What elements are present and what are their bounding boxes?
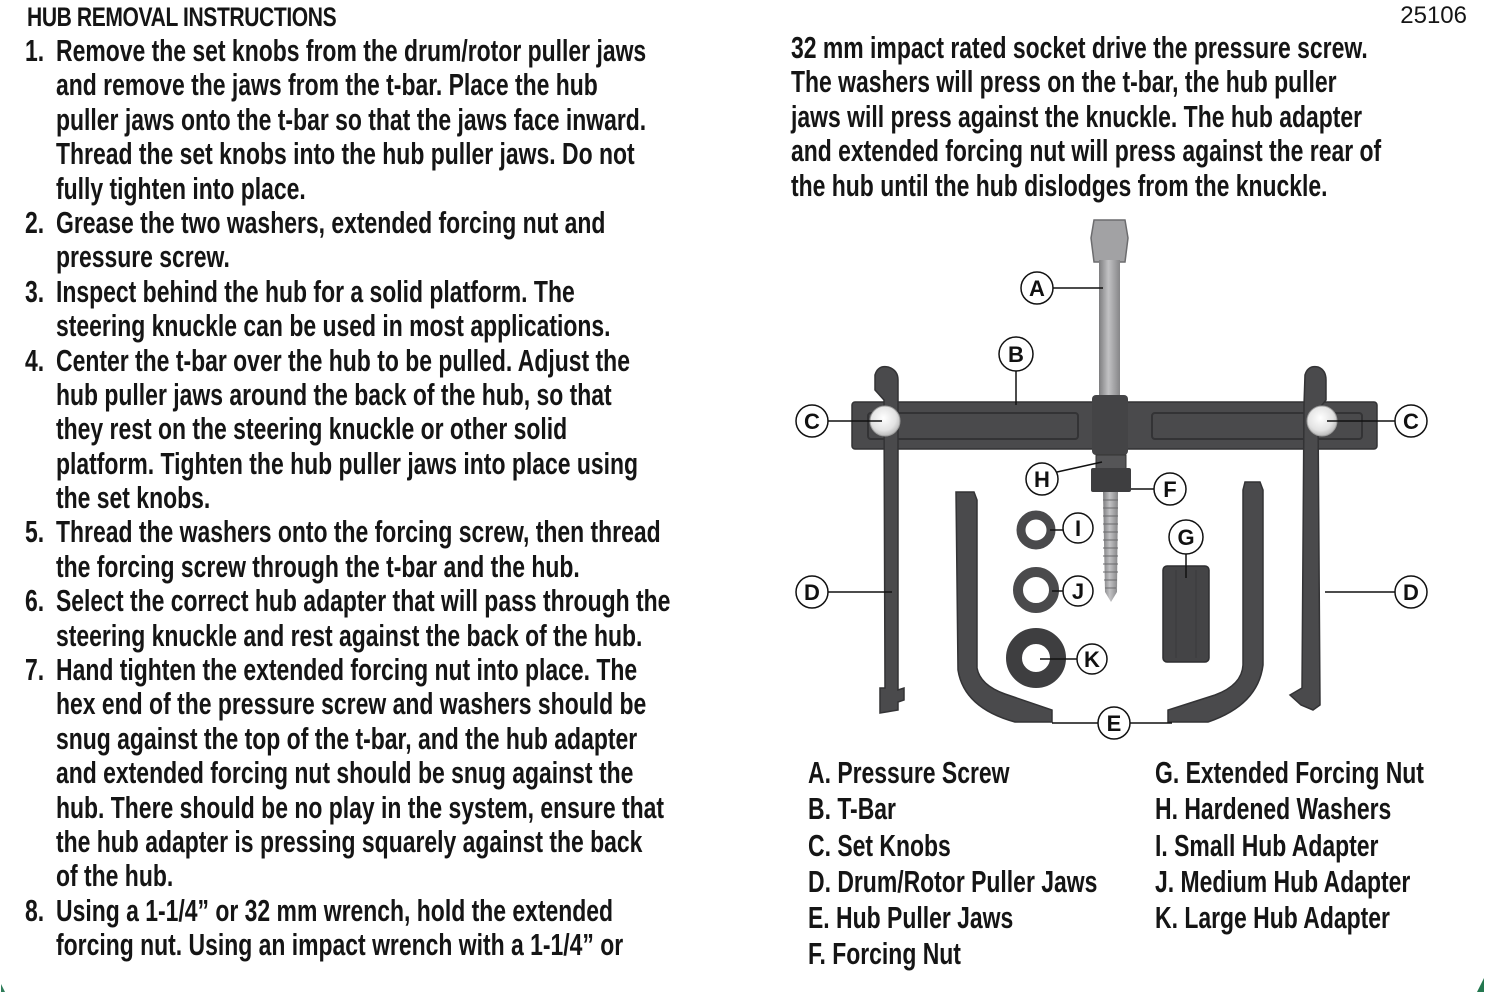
- step-text-line: Inspect behind the hub for a solid platform. The: [56, 273, 575, 309]
- step-text-line: and extended forcing nut should be snug against the: [56, 755, 634, 791]
- step-text-line: they rest on the steering knuckle or other solid: [56, 411, 568, 447]
- callout-h: [1026, 462, 1102, 495]
- callout-d-left: [796, 576, 892, 608]
- step-text-line: forcing nut. Using an impact wrench with a 1-1/4” or: [56, 927, 624, 963]
- step-text-line: Hand tighten the extended forcing nut into place. The: [56, 652, 638, 688]
- step-text-line: hex end of the pressure screw and washers should be: [56, 686, 647, 722]
- svg-text:J: J: [1071, 579, 1085, 604]
- legend-item: D. Drum/Rotor Puller Jaws: [808, 863, 1098, 899]
- svg-text:B: B: [1008, 342, 1024, 367]
- legend-item: E. Hub Puller Jaws: [808, 900, 1014, 936]
- step-6: [25, 584, 745, 653]
- step-1: [25, 34, 745, 206]
- step-text-line: steering knuckle can be used in most applications.: [56, 308, 611, 344]
- legend-item: A. Pressure Screw: [808, 755, 1010, 790]
- step-4: [25, 344, 745, 516]
- step-text-line: the hub until the hub dislodges from the knuckle.: [791, 167, 1328, 203]
- svg-text:C: C: [1403, 409, 1419, 434]
- step-7: [25, 653, 745, 894]
- step-text-line: Thread the washers onto the forcing screw, then thread: [56, 514, 661, 550]
- legend-item: J. Medium Hub Adapter: [1155, 863, 1411, 899]
- svg-text:G: G: [1177, 525, 1195, 550]
- step-number: 6.: [25, 583, 45, 619]
- step-number: 7.: [25, 652, 45, 688]
- callout-f: [1131, 473, 1186, 505]
- step-text-line: the hub adapter is pressing squarely against the back: [56, 823, 643, 859]
- legend-item: I. Small Hub Adapter: [1155, 827, 1379, 863]
- legend-item: H. Hardened Washers: [1155, 791, 1392, 827]
- svg-text:E: E: [1106, 711, 1122, 736]
- step-2: [25, 206, 745, 275]
- step-text-line: Using a 1-1/4” or 32 mm wrench, hold the extended: [56, 892, 614, 928]
- part-number: 25106: [1400, 2, 1467, 29]
- step-text-line: Grease the two washers, extended forcing nut and: [56, 204, 606, 240]
- svg-text:C: C: [804, 409, 820, 434]
- medium-hub-adapter: [1018, 572, 1054, 608]
- hub-puller-diagram: [780, 200, 1485, 750]
- pressure-screw-part: [1091, 220, 1128, 400]
- step-5: [25, 515, 745, 584]
- svg-text:K: K: [1084, 647, 1100, 672]
- legend-item: C. Set Knobs: [808, 827, 951, 863]
- step-text-line: snug against the top of the t-bar, and the hub adapter: [56, 720, 638, 756]
- small-hub-adapter: [1021, 515, 1051, 545]
- step-text-line: of the hub.: [56, 858, 174, 894]
- step-text-line: pressure screw.: [56, 239, 230, 275]
- parts-legend-left: [808, 755, 1199, 973]
- step-text-line: steering knuckle and rest against the back of the hub.: [56, 617, 643, 653]
- svg-text:F: F: [1163, 477, 1177, 502]
- step-8: [25, 894, 745, 963]
- step-text-line: The washers will press on the t-bar, the hub puller: [791, 64, 1337, 100]
- corner-mark-right: [1476, 978, 1485, 993]
- step-text-line: puller jaws onto the t-bar so that the jaws face inward.: [56, 101, 647, 137]
- svg-text:H: H: [1034, 467, 1050, 492]
- callout-a: [1021, 272, 1103, 304]
- callout-b: [999, 337, 1033, 405]
- step-text-line: and extended forcing nut will press against the rear of: [791, 133, 1382, 169]
- step-text-line: platform. Tighten the hub puller jaws into place using: [56, 445, 639, 481]
- step-text-line: 32 mm impact rated socket drive the pressure screw.: [791, 30, 1368, 65]
- step-text-line: hub. There should be no play in the system, ensure that: [56, 789, 665, 825]
- step-text-line: Remove the set knobs from the drum/rotor puller jaws: [56, 33, 647, 68]
- step-text-line: and remove the jaws from the t-bar. Place the hub: [56, 67, 598, 103]
- large-hub-adapter: [1014, 636, 1058, 680]
- step-text-line: hub puller jaws around the back of the hub, so that: [56, 376, 612, 412]
- corner-mark-left: [0, 983, 8, 993]
- callout-e: [1052, 707, 1172, 739]
- step-text-line: Thread the set knobs into the hub puller jaws. Do not: [56, 136, 635, 172]
- step-8-continued: [791, 31, 1471, 203]
- step-text-line: Center the t-bar over the hub to be pulled. Adjust the: [56, 342, 630, 378]
- callout-i: [1050, 513, 1093, 543]
- legend-item: K. Large Hub Adapter: [1155, 900, 1390, 936]
- legend-item: B. T-Bar: [808, 791, 896, 827]
- callout-j: [1052, 576, 1093, 606]
- legend-item: G. Extended Forcing Nut: [1155, 755, 1424, 790]
- forcing-nut-assembly: [1091, 455, 1131, 602]
- step-number: 8.: [25, 892, 45, 928]
- svg-text:D: D: [1403, 580, 1419, 605]
- document-title: HUB REMOVAL INSTRUCTIONS: [27, 2, 337, 32]
- svg-text:A: A: [1029, 276, 1045, 301]
- step-text-line: Select the correct hub adapter that will pass through the: [56, 583, 671, 619]
- svg-text:D: D: [804, 580, 820, 605]
- svg-text:I: I: [1074, 516, 1082, 541]
- step-number: 2.: [25, 204, 45, 240]
- instructions-list: [25, 34, 745, 963]
- step-text-line: jaws will press against the knuckle. The hub adapter: [791, 98, 1363, 134]
- parts-legend-right: [1155, 755, 1485, 936]
- step-text-line: the set knobs.: [56, 480, 211, 516]
- step-text-line: the forcing screw through the t-bar and the hub.: [56, 548, 580, 584]
- callout-d-right: [1325, 576, 1427, 608]
- step-number: 3.: [25, 273, 45, 309]
- step-3: [25, 275, 745, 344]
- extended-forcing-nut: [1163, 566, 1209, 662]
- step-text-line: fully tighten into place.: [56, 170, 306, 206]
- step-number: 5.: [25, 514, 45, 550]
- legend-item: F. Forcing Nut: [808, 936, 961, 972]
- step-number: 1.: [25, 33, 45, 68]
- step-number: 4.: [25, 342, 45, 378]
- t-bar-part: [852, 395, 1377, 455]
